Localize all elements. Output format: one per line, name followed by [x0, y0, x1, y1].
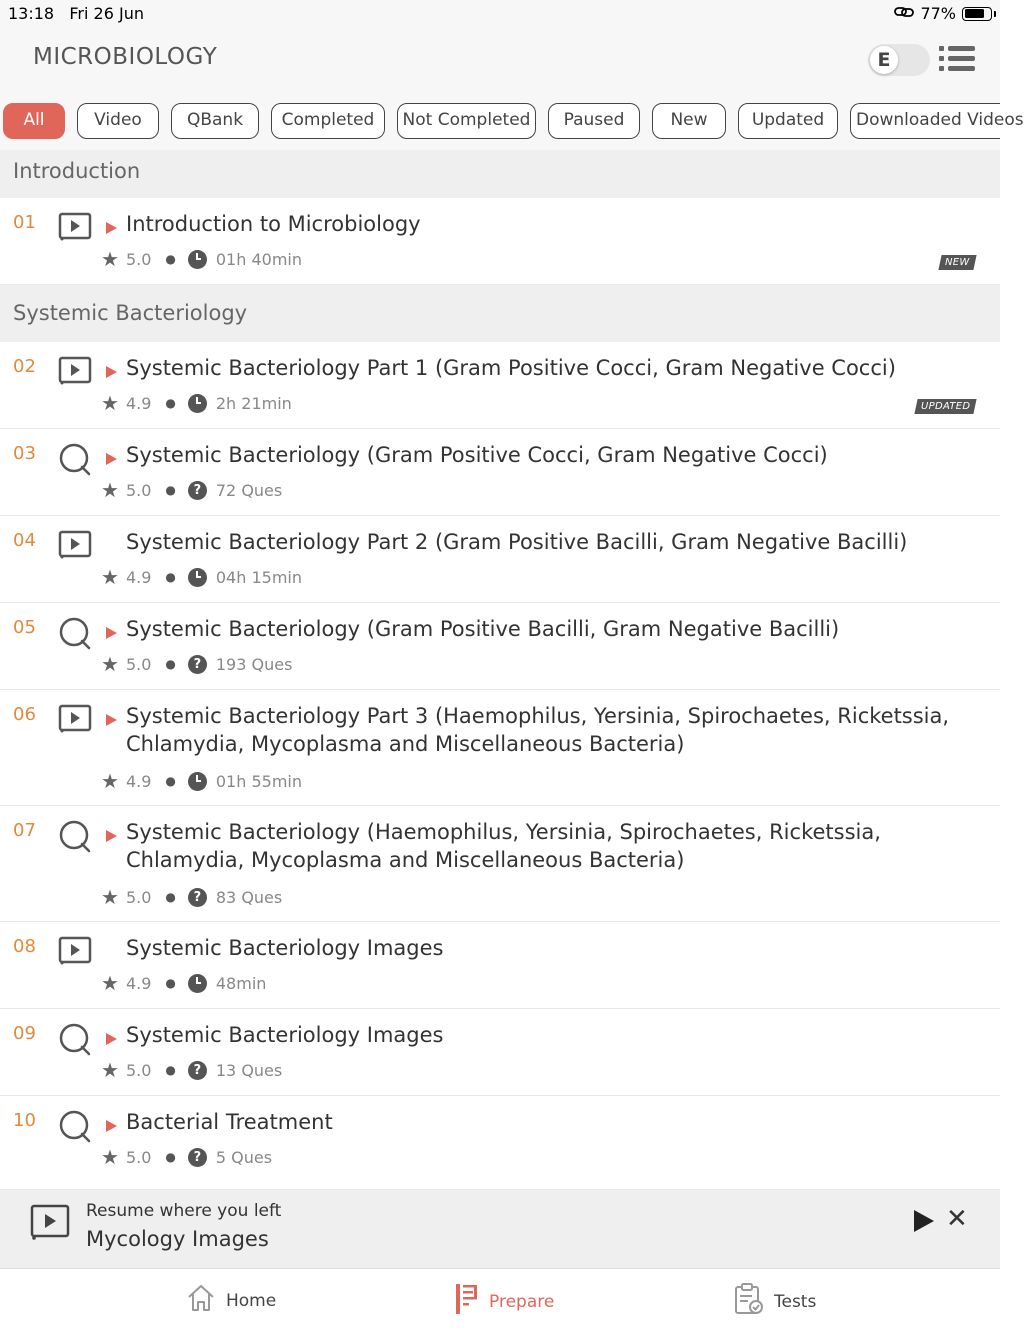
video-icon: [58, 936, 92, 970]
battery-icon: [962, 7, 992, 21]
tab-home-label: Home: [226, 1290, 277, 1311]
item-title: Systemic Bacteriology Part 3 (Haemophilus, Yersinia, Spirochaetes, Ricketssia, Chlamydia, Mycoplasma and Miscellaneous Bacteria): [126, 704, 950, 756]
separator-dot: ●: [165, 890, 176, 904]
item-number: 10: [13, 1110, 36, 1131]
filter-not-completed[interactable]: Not Completed: [397, 103, 536, 139]
clock-icon: [188, 568, 207, 587]
item-rating: 5.0: [125, 480, 152, 500]
list-view-icon[interactable]: [939, 45, 975, 77]
item-meta: [101, 248, 302, 270]
list-item[interactable]: [0, 1009, 1000, 1096]
list-item[interactable]: [0, 429, 1000, 516]
clipboard-icon: [734, 1283, 764, 1320]
item-number: 06: [13, 704, 36, 725]
clock-time: 13:18: [8, 4, 55, 23]
question-icon: ?: [188, 481, 207, 500]
updated-badge: [914, 399, 977, 414]
badge-label: NEW: [945, 257, 970, 268]
item-number: 04: [13, 530, 36, 551]
list-item[interactable]: [0, 342, 1000, 429]
item-number: 07: [13, 820, 36, 841]
item-rating: 5.0: [125, 654, 152, 674]
list-item[interactable]: [0, 198, 1000, 285]
play-arrow-icon: [106, 366, 117, 378]
badge-label: UPDATED: [920, 401, 970, 412]
separator-dot: ●: [165, 570, 176, 584]
item-meta: [101, 566, 302, 588]
qbank-icon: [58, 1110, 92, 1148]
item-number: 05: [13, 617, 36, 638]
item-title: Bacterial Treatment: [126, 1110, 333, 1134]
play-arrow-icon: [106, 1033, 117, 1045]
list-item[interactable]: [0, 922, 1000, 1009]
separator-dot: ●: [165, 774, 176, 788]
filter-completed[interactable]: Completed: [271, 103, 385, 139]
status-time: [8, 4, 144, 23]
link-icon: [894, 4, 914, 23]
question-icon: ?: [188, 1061, 207, 1080]
filter-paused[interactable]: Paused: [548, 103, 640, 139]
clock-icon: [188, 974, 207, 993]
filter-updated[interactable]: Updated: [738, 103, 838, 139]
separator-dot: ●: [165, 976, 176, 990]
play-arrow-icon: [106, 627, 117, 639]
separator-dot: ●: [165, 657, 176, 671]
list-item[interactable]: [0, 603, 1000, 690]
play-arrow-icon: [106, 453, 117, 465]
section-header: Introduction: [0, 150, 1000, 198]
item-duration: 01h 40min: [215, 249, 302, 269]
star-icon: ★: [101, 565, 119, 589]
filter-new[interactable]: New: [652, 103, 726, 139]
clock-icon: [188, 772, 207, 791]
item-title: Systemic Bacteriology (Haemophilus, Yersinia, Spirochaetes, Ricketssia, Chlamydia, Mycoplasma and Miscellaneous Bacteria): [126, 820, 881, 872]
play-arrow-icon: [106, 714, 117, 726]
separator-dot: ●: [165, 396, 176, 410]
clock-icon: [188, 250, 207, 269]
item-meta: [101, 1059, 282, 1081]
item-duration: 04h 15min: [215, 567, 302, 587]
star-icon: ★: [101, 1058, 119, 1082]
status-date: Fri 26 Jun: [69, 4, 144, 23]
video-icon: [58, 530, 92, 564]
item-rating: 4.9: [125, 771, 152, 791]
item-title: Systemic Bacteriology Part 2 (Gram Positive Bacilli, Gram Negative Bacilli): [126, 530, 908, 554]
star-icon: ★: [101, 971, 119, 995]
item-number: 01: [13, 212, 36, 233]
star-icon: ★: [101, 1145, 119, 1169]
play-icon[interactable]: [914, 1210, 934, 1232]
item-rating: 5.0: [125, 1147, 152, 1167]
tab-tests-label: Tests: [774, 1291, 817, 1312]
item-meta: [101, 653, 292, 675]
list-item[interactable]: [0, 1096, 1000, 1190]
item-meta: [101, 886, 282, 908]
qbank-icon: [58, 443, 92, 481]
filter-qbank[interactable]: QBank: [171, 103, 259, 139]
toggle-knob: E: [870, 46, 898, 74]
resume-title: Mycology Images: [86, 1227, 269, 1251]
item-rating: 4.9: [125, 973, 152, 993]
star-icon: ★: [101, 391, 119, 415]
resume-bar[interactable]: [0, 1190, 1000, 1268]
new-badge: [939, 255, 977, 270]
item-number: 08: [13, 936, 36, 957]
item-title: Systemic Bacteriology Part 1 (Gram Positive Cocci, Gram Negative Cocci): [126, 356, 896, 380]
qbank-icon: [58, 820, 92, 858]
mode-toggle[interactable]: [868, 44, 930, 76]
item-meta: [101, 392, 292, 414]
prepare-icon: [455, 1283, 479, 1320]
close-icon[interactable]: ✕: [946, 1204, 968, 1234]
item-title: Systemic Bacteriology Images: [126, 1023, 444, 1047]
item-title: Introduction to Microbiology: [126, 212, 421, 236]
star-icon: ★: [101, 247, 119, 271]
resume-label: Resume where you left: [86, 1201, 282, 1221]
question-icon: ?: [188, 1148, 207, 1167]
play-arrow-icon: [106, 830, 117, 842]
battery-percent: 77%: [920, 4, 956, 23]
star-icon: ★: [101, 652, 119, 676]
item-title: Systemic Bacteriology (Gram Positive Bacilli, Gram Negative Bacilli): [126, 617, 840, 641]
star-icon: ★: [101, 769, 119, 793]
video-icon: [30, 1204, 70, 1246]
item-rating: 5.0: [125, 887, 152, 907]
item-rating: 5.0: [125, 249, 152, 269]
item-question-count: 5 Ques: [215, 1147, 273, 1167]
item-duration: 01h 55min: [215, 771, 302, 791]
question-icon: ?: [188, 655, 207, 674]
tab-bar: [0, 1268, 1000, 1334]
star-icon: ★: [101, 478, 119, 502]
tab-home[interactable]: [186, 1283, 276, 1318]
item-question-count: 193 Ques: [215, 654, 293, 674]
item-meta: [101, 972, 266, 994]
clock-icon: [188, 394, 207, 413]
item-title: Systemic Bacteriology (Gram Positive Cocci, Gram Negative Cocci): [126, 443, 828, 467]
star-icon: ★: [101, 885, 119, 909]
section-header: Systemic Bacteriology: [0, 285, 1000, 342]
item-number: 02: [13, 356, 36, 377]
item-meta: [101, 479, 282, 501]
header: [0, 28, 1000, 94]
item-number: 03: [13, 443, 36, 464]
status-bar: [0, 0, 1000, 28]
page-title: MICROBIOLOGY: [33, 44, 218, 70]
video-icon: [58, 356, 92, 390]
item-duration: 2h 21min: [215, 393, 292, 413]
item-rating: 4.9: [125, 393, 152, 413]
item-number: 09: [13, 1023, 36, 1044]
item-duration: 48min: [215, 973, 267, 993]
tab-prepare[interactable]: [455, 1283, 554, 1320]
question-icon: ?: [188, 888, 207, 907]
item-rating: 4.9: [125, 567, 152, 587]
tab-tests[interactable]: [734, 1283, 816, 1320]
item-question-count: 72 Ques: [215, 480, 283, 500]
list-item[interactable]: [0, 516, 1000, 603]
separator-dot: ●: [165, 1150, 176, 1164]
separator-dot: ●: [165, 252, 176, 266]
list-item[interactable]: [0, 806, 1000, 922]
separator-dot: ●: [165, 1063, 176, 1077]
play-arrow-icon: [106, 222, 117, 234]
qbank-icon: [58, 617, 92, 655]
filter-video[interactable]: Video: [77, 103, 159, 139]
home-icon: [186, 1283, 216, 1318]
list-item[interactable]: [0, 690, 1000, 806]
item-title: Systemic Bacteriology Images: [126, 936, 444, 960]
item-meta: [101, 770, 302, 792]
qbank-icon: [58, 1023, 92, 1061]
separator-dot: ●: [165, 483, 176, 497]
video-icon: [58, 704, 92, 738]
item-rating: 5.0: [125, 1060, 152, 1080]
item-question-count: 83 Ques: [215, 887, 283, 907]
play-arrow-icon: [106, 1120, 117, 1132]
tab-prepare-label: Prepare: [489, 1291, 555, 1312]
item-question-count: 13 Ques: [215, 1060, 283, 1080]
filter-downloaded-videos[interactable]: Downloaded Videos: [850, 103, 1000, 139]
item-meta: [101, 1146, 272, 1168]
video-icon: [58, 212, 92, 246]
filter-all[interactable]: All: [3, 103, 65, 139]
filter-bar: [0, 94, 1024, 150]
